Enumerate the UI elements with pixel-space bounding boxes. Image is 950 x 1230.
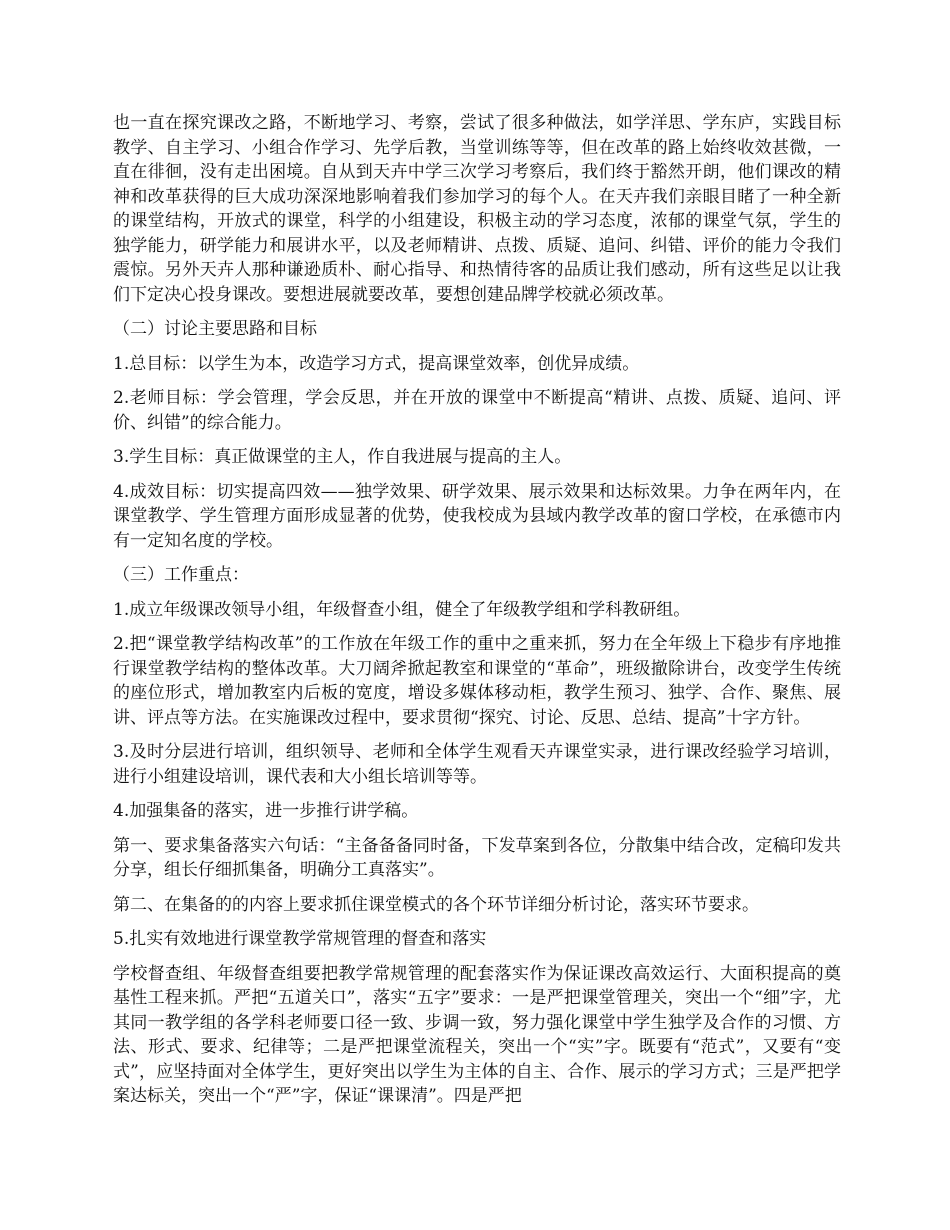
paragraph-focus-3: 3.及时分层进行培训，组织领导、老师和全体学生观看天卉课堂实录，进行课改经验学习培训，进行小组建设培训，课代表和大小组长培训等等。 bbox=[113, 742, 841, 787]
paragraph-outcome-goal: 4.成效目标：切实提高四效——独学效果、研学效果、展示效果和达标效果。力争在两年内，在课堂教学、学生管理方面形成显著的优势，使我校成为县域内教学改革的窗口学校，在承德市内有一定知名度的学校。 bbox=[113, 481, 841, 551]
paragraph-overall-goal: 1.总目标：以学生为本，改造学习方式，提高课堂效率，创优异成绩。 bbox=[113, 353, 640, 374]
paragraph-intro: 也一直在探究课改之路，不断地学习、考察，尝试了很多种做法，如学洋思、学东庐，实践目标教学、自主学习、小组合作学习、先学后教，当堂训练等等，但在改革的路上始终收效甚微，一直在徘徊，没有走出困境。自从到天卉中学三次学习考察后，我们终于豁然开朗，他们课改的精神和改革获得的巨大成功深深地影响着我们参加学习的每个人。在天卉我们亲眼目睹了一种全新的课堂结构，开放式的课堂，科学的小组建设，积极主动的学习态度，浓郁的课堂气氛，学生的独学能力，研学能力和展讲水平，以及老师精讲、点拨、质疑、追问、纠错、评价的能力令我们震惊。另外天卉人那种谦逊质朴、耐心指导、和热情待客的品质让我们感动，所有这些足以让我们下定决心投身课改。要想进展就要改革，要想创建品牌学校就必须改革。 bbox=[113, 113, 841, 305]
paragraph-second: 第二、在集备的的内容上要求抓住课堂模式的各个环节详细分析讨论，落实环节要求。 bbox=[113, 894, 759, 915]
paragraph-supervision: 学校督查组、年级督查组要把教学常规管理的配套落实作为保证课改高效运行、大面积提高的奠基性工程来抓。严把“五道关口”，落实“五字”要求：一是严把课堂管理关，突出一个“细”字，尤其同一教学组的各学科老师要口径一致、步调一致，努力强化课堂中学生独学及合作的习惯、方法、形式、要求、纪律等；二是严把课堂流程关，突出一个“实”字。既要有“范式”，又要有“变式”，应坚持面对全体学生，更好突出以学生为主体的自主、合作、展示的学习方式；三是严把学案达标关，突出一个“严”字，保证“课课清”。四是严把 bbox=[113, 963, 841, 1106]
paragraph-teacher-goal: 2.老师目标：学会管理，学会反思，并在开放的课堂中不断提高“精讲、点拨、质疑、追问、评价、纠错”的综合能力。 bbox=[113, 388, 841, 433]
paragraph-student-goal: 3.学生目标：真正做课堂的主人，作自我进展与提高的主人。 bbox=[113, 447, 572, 467]
section-heading-work-focus: （三）工作重点： bbox=[113, 565, 249, 585]
paragraph-focus-5: 5.扎实有效地进行课堂教学常规管理的督查和落实 bbox=[113, 929, 487, 949]
paragraph-focus-4: 4.加强集备的落实，进一步推行讲学稿。 bbox=[113, 801, 419, 821]
section-heading-ideas-goals: （二）讨论主要思路和目标 bbox=[113, 319, 317, 339]
paragraph-focus-2: 2.把“课堂教学结构改革”的工作放在年级工作的重中之重来抓，努力在全年级上下稳步有序地推行课堂教学结构的整体改革。大刀阔斧掀起教室和课堂的“革命”，班级撤除讲台，改变学生传统的座位形式，增加教室内后板的宽度，增设多媒体移动柜，教学生预习、独学、合作、聚焦、展讲、评点等方法。在实施课改过程中，要求贯彻“探究、讨论、反思、总结、提高”十字方针。 bbox=[113, 634, 841, 728]
paragraph-focus-1: 1.成立年级课改领导小组，年级督查小组，健全了年级教学组和学科教研组。 bbox=[113, 599, 691, 620]
document-page bbox=[113, 111, 841, 1119]
paragraph-first: 第一、要求集备落实六句话：“主备备备同时备，下发草案到各位，分散集中结合改，定稿印发共分享，组长仔细抓集备，明确分工真落实”。 bbox=[113, 835, 841, 880]
